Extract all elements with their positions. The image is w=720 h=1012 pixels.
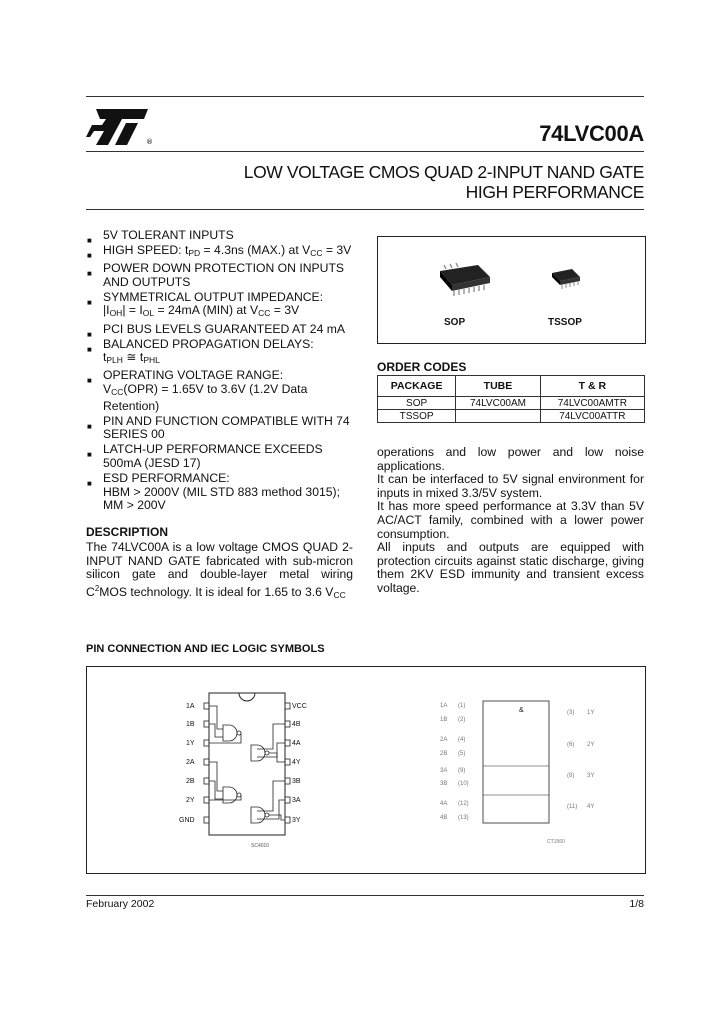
top-rule: [86, 96, 644, 97]
feature-item: ■ HIGH SPEED: $t_{PD} = 4.3ns$ (MAX.) at $V_{CC} = 3V$: [87, 243, 352, 261]
title-line-1: LOW VOLTAGE CMOS QUAD 2-INPUT NAND GATE: [243, 162, 644, 182]
iec-input-num: (9): [458, 768, 466, 774]
iec-input-label: 4A: [440, 801, 448, 807]
iec-output-label: 2Y: [587, 742, 595, 748]
pin-diagram-box: [86, 666, 646, 874]
st-logo: [86, 107, 154, 147]
iec-output-label: 4Y: [587, 804, 595, 810]
feature-item: ■ LATCH-UP PERFORMANCE EXCEEDS 500mA (JESD 17): [87, 442, 323, 470]
feature-item: ■ POWER DOWN PROTECTION ON INPUTS AND OUTPUTS: [87, 261, 345, 289]
iec-input-num: (13): [458, 815, 469, 821]
feature-item: ■ ESD PERFORMANCE: HBM > 2000V (MIL STD 883 method 3015); MM > 200V: [87, 471, 340, 513]
iec-input-label: 4B: [440, 815, 448, 821]
iec-logic-symbol: [477, 697, 557, 827]
footer-date: February 2002: [86, 898, 155, 910]
pin-label: 2B: [186, 778, 195, 785]
iec-output-label: 1Y: [587, 710, 595, 716]
pin-label: 1Y: [186, 740, 195, 747]
svg-text:®: ®: [146, 138, 153, 146]
pin-label: GND: [179, 817, 195, 824]
pin-label: 2A: [186, 759, 195, 766]
description-paragraph-right: operations and low power and low noise applications. It can be interfaced to 5V signal environment for inputs in mixed 3.3/5V system. It has more speed performance at 3.3V than 5V AC/ACT family, combined with a lower power consumption. All inputs and outputs are equipped with protection circuits against static discharge, giving them 2KV ESD immunity and transient excess voltage.: [377, 445, 644, 595]
table-cell: 74LVC00AMTR: [540, 397, 644, 410]
order-codes-heading: ORDER CODES: [377, 360, 467, 374]
title-bottom-rule: [86, 209, 644, 210]
tssop-package-image: [546, 263, 586, 297]
figure-code-left: SC4010: [251, 843, 270, 849]
iec-input-num: (2): [458, 717, 466, 723]
pin-label: 4A: [292, 740, 301, 747]
pin-label: 2Y: [186, 797, 195, 804]
column-header: TUBE: [456, 376, 541, 397]
pin-label: 3Y: [292, 817, 301, 824]
pin-label: 1B: [186, 721, 195, 728]
pin-label: 3A: [292, 797, 301, 804]
pin-label: 4Y: [292, 759, 301, 766]
iec-input-num: (1): [458, 703, 466, 709]
dip-connection-diagram: [177, 687, 337, 847]
iec-output-num: (8): [567, 773, 575, 779]
iec-input-label: 1B: [440, 717, 448, 723]
iec-output-num: (6): [567, 742, 575, 748]
pin-label: 4B: [292, 721, 301, 728]
title-rule: [86, 151, 644, 152]
table-cell: 74LVC00AM: [456, 397, 541, 410]
iec-input-num: (10): [458, 781, 469, 787]
sop-package-image: [434, 261, 494, 301]
iec-input-label: 1A: [440, 703, 448, 709]
iec-input-label: 3A: [440, 768, 448, 774]
feature-item: ■ OPERATING VOLTAGE RANGE: $V_{CC}(OPR) = 1.65V$ to 3.6V (1.2V Data Retention): [87, 368, 308, 413]
pin-label: 1A: [186, 703, 195, 710]
features-list: [86, 229, 356, 514]
description-paragraph-left: The 74LVC00A is a low voltage CMOS QUAD 2-INPUT NAND GATE fabricated with sub-micron silicon gate and double-layer metal wiring $C^2MOS$ technology. It is ideal for 1.65 to 3.6 $V_{CC}$: [86, 540, 353, 600]
tssop-label: TSSOP: [548, 317, 582, 328]
table-cell: 74LVC00ATTR: [540, 410, 644, 423]
description-heading: DESCRIPTION: [86, 525, 169, 539]
feature-item: ■ SYMMETRICAL OUTPUT IMPEDANCE: $|I_{OH}| = I_{OL} = 24mA$ (MIN) at $V_{CC} = 3V$: [87, 289, 324, 319]
pin-section-heading: PIN CONNECTION AND IEC LOGIC SYMBOLS: [86, 643, 325, 655]
table-header-row: [378, 376, 645, 397]
footer-rule: [86, 895, 644, 896]
table-cell: TSSOP: [378, 410, 456, 423]
page-number: 1/8: [629, 898, 644, 910]
pin-label: 3B: [292, 778, 301, 785]
iec-and-symbol: &: [519, 707, 524, 714]
iec-input-label: 2A: [440, 737, 448, 743]
iec-input-label: 3B: [440, 781, 448, 787]
iec-input-num: (5): [458, 751, 466, 757]
pin-label: VCC: [292, 703, 307, 710]
feature-item: ■ BALANCED PROPAGATION DELAYS: $t_{PLH}$ ≅ $t_{PHL}$: [87, 336, 314, 366]
package-box: [377, 236, 646, 344]
iec-output-num: (3): [567, 710, 575, 716]
sop-label: SOP: [444, 317, 466, 328]
feature-item: ■ 5V TOLERANT INPUTS: [87, 228, 234, 245]
part-number: 74LVC00A: [539, 121, 644, 146]
feature-item: ■ PIN AND FUNCTION COMPATIBLE WITH 74 SERIES 00: [87, 413, 350, 442]
iec-input-num: (12): [458, 801, 469, 807]
iec-output-num: (11): [567, 804, 578, 810]
column-header: T & R: [540, 376, 644, 397]
order-codes-table: [377, 375, 645, 423]
table-row: [378, 397, 645, 410]
iec-input-label: 2B: [440, 751, 448, 757]
table-cell: SOP: [378, 397, 456, 410]
table-row: [378, 410, 645, 423]
table-cell: [456, 410, 541, 423]
feature-item: ■ PCI BUS LEVELS GUARANTEED AT 24 mA: [87, 321, 346, 339]
title-line-2: HIGH PERFORMANCE: [465, 182, 644, 202]
figure-code-right: CT1560: [547, 839, 565, 845]
column-header: PACKAGE: [378, 376, 456, 397]
iec-input-num: (4): [458, 737, 466, 743]
iec-output-label: 3Y: [587, 773, 595, 779]
